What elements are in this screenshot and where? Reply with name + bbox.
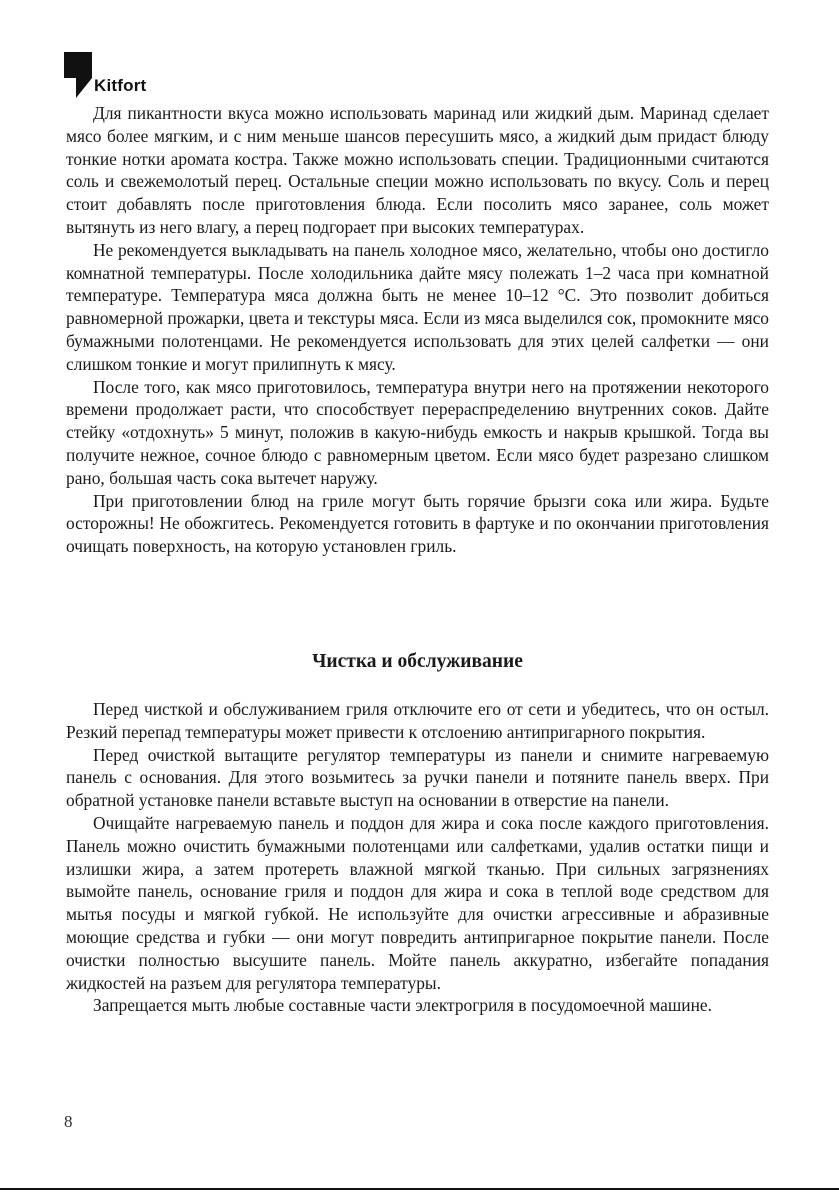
intro-text <box>66 102 769 558</box>
brand-name: Kitfort <box>94 76 147 95</box>
paragraph: При приготовлении блюд на гриле могут быть горячие брызги сока или жира. Будьте осторожны! Не обожгитесь. Рекомендуется готовить в фартуке и по окончании приготовления очищать поверхность, на которую установлен гриль. <box>66 490 769 557</box>
paragraph: Очищайте нагреваемую панель и поддон для жира и сока после каждого приготовления. Панель можно очистить бумажными полотенцами или салфетками, удалив остатки пищи и излишки жира, а затем протереть влажной мягкой тканью. При сильных загрязнениях вымойте панель, основание гриля и поддон для жира и сока в теплой воде средством для мытья посуды и мягкой губкой. Не используйте для очистки агрессивные и абразивные моющие средства и губки — они могут повредить антипригарное покрытие панели. После очистки полностью высушите панель. Мойте панель аккуратно, избегайте попадания жидкостей на разъем для регулятора температуры. <box>66 812 769 993</box>
paragraph: Перед чисткой и обслуживанием гриля отключите его от сети и убедитесь, что он остыл. Резкий перепад температуры может привести к отслоению антипригарного покрытия. <box>66 699 769 742</box>
page-number: 8 <box>64 1112 73 1131</box>
paragraph: Не рекомендуется выкладывать на панель холодное мясо, желательно, чтобы оно достигло комнатной температуры. После холодильника дайте мясу полежать 1–2 часа при комнатной температуре. Температура мяса должна быть не менее 10–12 °C. Это позволит добиться равномерной прожарки, цвета и текстуры мяса. Если из мяса выделился сок, промокните мясо бумажными полотенцами. Не рекомендуется использовать для этих целей салфетки — они слишком тонкие и могут прилипнуть к мясу. <box>66 239 769 374</box>
paragraph: Для пикантности вкуса можно использовать маринад или жидкий дым. Маринад сделает мясо более мягким, и с ним меньше шансов пересушить мясо, а жидкий дым придаст блюду тонкие нотки аромата костра. Также можно использовать специи. Традиционными считаются соль и свежемолотый перец. Остальные специи можно использовать по вкусу. Соль и перец стоит добавлять после приготовления блюда. Если посолить мясо заранее, соль может вытянуть из него влагу, а перец подгорает при высоких температурах. <box>66 103 769 237</box>
page-bottom-rule <box>0 1188 839 1190</box>
kitfort-logo-icon <box>64 52 92 98</box>
paragraph: После того, как мясо приготовилось, температура внутри него на протяжении некоторого времени продолжает расти, что способствует перераспределению внутренних соков. Дайте стейку «отдохнуть» 5 минут, положив в какую-нибудь емкость и накрыв крышкой. Тогда вы получите нежное, сочное блюдо с равномерным цветом. Если мясо будет разрезано слишком рано, большая часть сока вытечет наружу. <box>66 376 769 488</box>
cleaning-text <box>66 698 769 1017</box>
section-heading: Чистка и обслуживание <box>312 651 523 672</box>
brand-logo <box>64 50 146 98</box>
paragraph: Запрещается мыть любые составные части электрогриля в посудомоечной машине. <box>93 995 712 1016</box>
paragraph: Перед очисткой вытащите регулятор температуры из панели и снимите нагреваемую панель с основания. Для этого возьмитесь за ручки панели и потяните панель вверх. При обратной установке панели вставьте выступ на основании в отверстие на панели. <box>66 744 769 811</box>
